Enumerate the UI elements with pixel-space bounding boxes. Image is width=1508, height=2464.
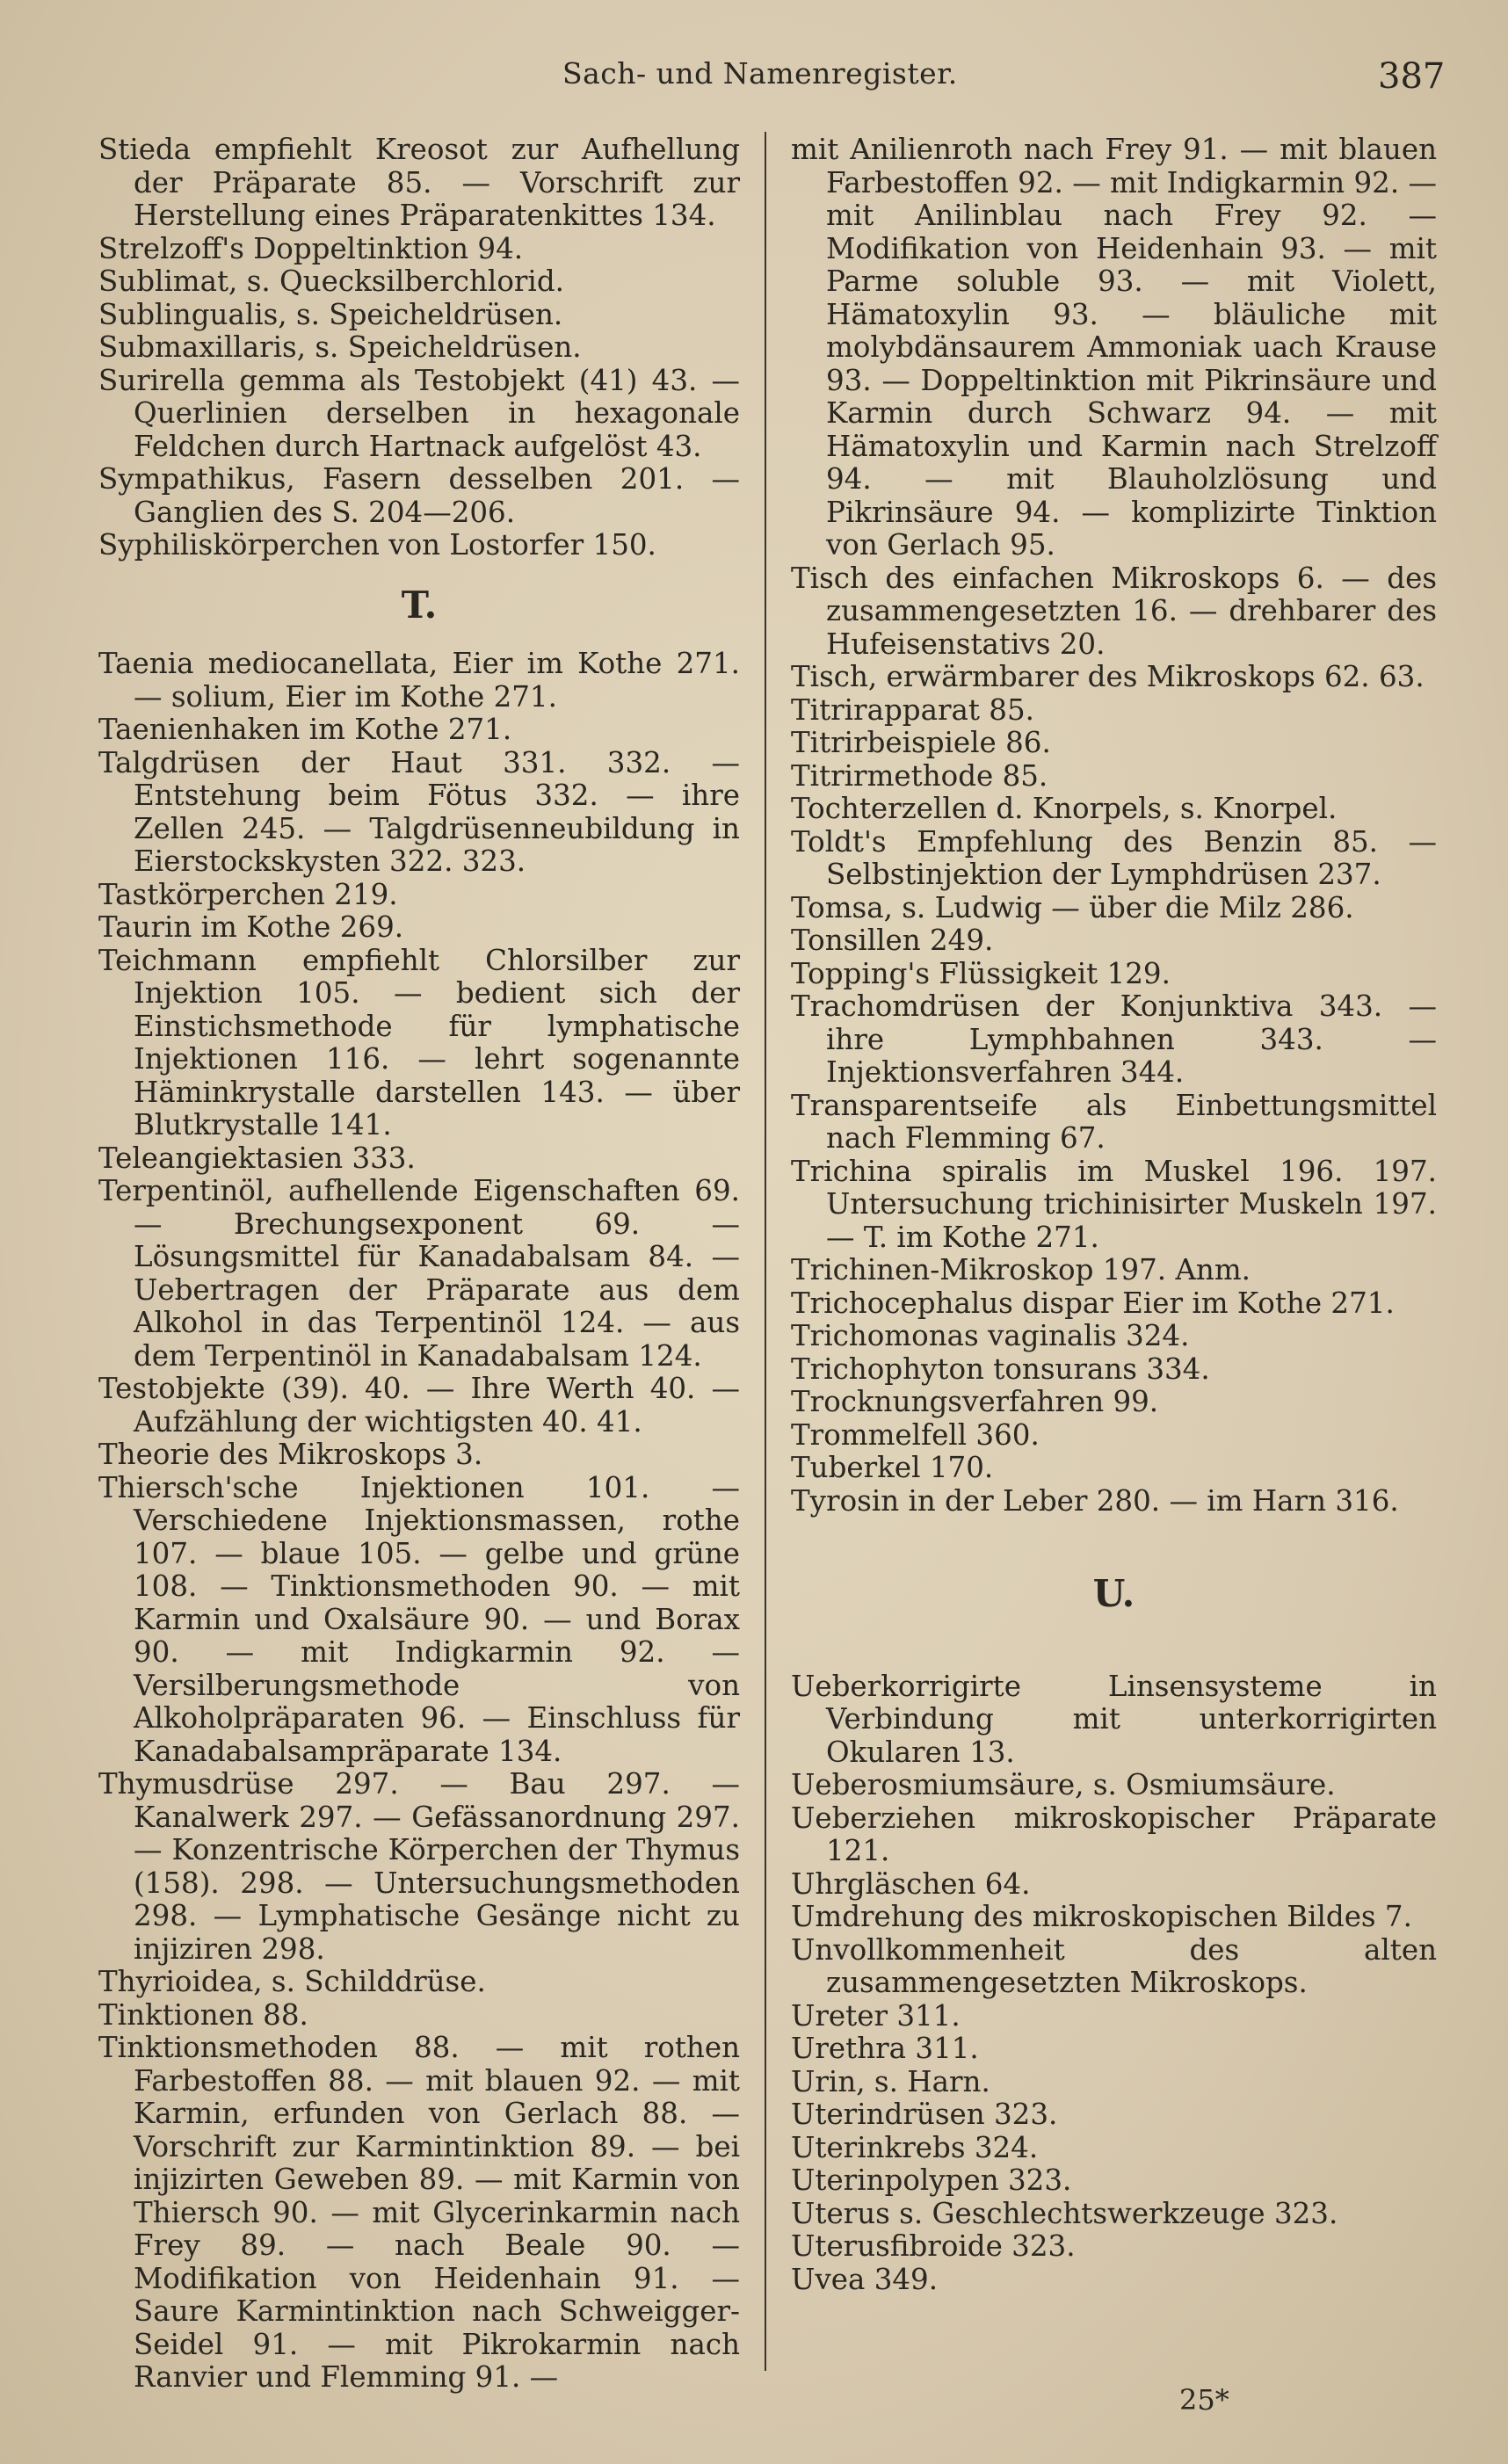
index-entry: Topping's Flüssigkeit 129. xyxy=(791,956,1171,990)
index-entry: Stieda empfiehlt Kreosot zur Aufhellung der Präparate 85. — Vorschrift zur Herstellung eines Präparatenkittes 134. xyxy=(98,133,740,232)
index-entry: Ueberosmiumsäure, s. Osmiumsäure. xyxy=(791,1768,1336,1801)
index-entry: Ureter 311. xyxy=(791,1998,961,2033)
index-entry: Toldt's Empfehlung des Benzin 85. — Selbstinjektion der Lymphdrüsen 237. xyxy=(791,824,1437,891)
index-entry: Trichina spiralis im Muskel 196. 197. Untersuchung trichinisirter Muskeln 197. — T. im Kothe 271. xyxy=(791,1154,1437,1254)
index-entry: Testobjekte (39). 40. — Ihre Werth 40. — Aufzählung der wichtigsten 40. 41. xyxy=(98,1372,740,1439)
index-entry: Uterindrüsen 323. xyxy=(791,2098,1058,2131)
index-entry: Surirella gemma als Testobjekt (41) 43. — Querlinien derselben in hexagonale Feldchen durch Hartnack aufgelöst 43. xyxy=(98,363,740,463)
section-heading-t: T. xyxy=(401,583,438,627)
index-entry: Talgdrüsen der Haut 331. 332. — Entstehung beim Fötus 332. — ihre Zellen 245. — Talgdrüsenneubildung in Eierstockskysten 322. 323. xyxy=(98,745,740,878)
index-entry: Strelzoff's Doppeltinktion 94. xyxy=(98,231,524,265)
index-entry: Titrirmethode 85. xyxy=(791,758,1048,793)
left-column xyxy=(98,134,740,2395)
index-entry: mit Anilienroth nach Frey 91. — mit blauen Farbestoffen 92. — mit Indigkarmin 92. — mit Anilinblau nach Frey 92. — Modifikation von Heidenhain 93. — mit Parme soluble 93. — mit Violett, Hämatoxylin 93. — bläuliche mit molybdänsaurem Ammoniak uach Krause 93. — Doppeltinktion mit Pikrinsäure und Karmin durch Schwarz 94. — mit Hämatoxylin und Karmin nach Strelzoff 94. — mit Blauholzlösung und Pikrinsäure 94. — komplizirte Tinktion von Gerlach 95. xyxy=(791,133,1438,562)
index-entry: Tyrosin in der Leber 280. — im Harn 316. xyxy=(791,1483,1399,1518)
index-entry: Theorie des Mikroskops 3. xyxy=(98,1438,483,1471)
index-entry: Tonsillen 249. xyxy=(791,924,994,957)
index-entry: Trocknungsverfahren 99. xyxy=(791,1385,1159,1418)
index-entry: Uterus s. Geschlechtswerkzeuge 323. xyxy=(791,2196,1338,2230)
index-entry: Umdrehung des mikroskopischen Bildes 7. xyxy=(791,1900,1412,1933)
index-entry: Titrirbeispiele 86. xyxy=(791,726,1051,759)
index-entry: Unvollkommenheit des alten zusammengesetzten Mikroskops. xyxy=(791,1932,1437,1999)
index-entry: Sublimat, s. Quecksilberchlorid. xyxy=(98,265,564,298)
index-entry: Titrirapparat 85. xyxy=(791,692,1034,727)
index-entry: Tisch des einfachen Mikroskops 6. — des zusammengesetzten 16. — drehbarer des Hufeisenstativs 20. xyxy=(791,561,1437,661)
section-heading-u: U. xyxy=(1092,1572,1135,1615)
index-entry: Trichophyton tonsurans 334. xyxy=(791,1352,1210,1386)
running-title: Sach- und Namenregister. xyxy=(562,56,958,91)
index-entry: Trichocephalus dispar Eier im Kothe 271. xyxy=(791,1286,1395,1320)
index-entry: Uterinkrebs 324. xyxy=(791,2130,1039,2164)
index-entry: Ueberkorrigirte Linsensysteme in Verbindung mit unterkorrigirten Okularen 13. xyxy=(791,1669,1437,1769)
index-entry: Thyrioidea, s. Schilddrüse. xyxy=(98,1965,486,1998)
index-entry: Uterinpolypen 323. xyxy=(791,2163,1072,2197)
index-entry: Teichmann empfiehlt Chlorsilber zur Injektion 105. — bedient sich der Einstichsmethode für lymphatische Injektionen 116. — lehrt sogenannte Häminkrystalle darstellen 143. — über Blutkrystalle 141. xyxy=(98,943,740,1141)
index-entry: Trichinen-Mikroskop 197. Anm. xyxy=(791,1253,1251,1286)
page-number: 387 xyxy=(1378,56,1446,97)
index-entry: Tinktionsmethoden 88. — mit rothen Farbestoffen 88. — mit blauen 92. — mit Karmin, erfunden von Gerlach 88. — Vorschrift zur Karmintinktion 89. — bei injizirten Geweben 89. — mit Karmin von Thiersch 90. — mit Glycerinkarmin nach Frey 89. — nach Beale 90. — Modifikation von Heidenhain 91. — Saure Karmintinktion nach Schweigger-Seidel 91. — mit Pikrokarmin nach Ranvier und Flemming 91. — xyxy=(98,2031,740,2394)
index-entry: Tomsa, s. Ludwig — über die Milz 286. xyxy=(791,890,1354,924)
page-header xyxy=(0,56,1508,109)
index-entry: Urethra 311. xyxy=(791,2032,979,2065)
index-entry: Teleangiektasien 333. xyxy=(98,1141,416,1175)
index-entry: Tastkörperchen 219. xyxy=(98,877,398,911)
index-entry: Syphiliskörperchen von Lostorfer 150. xyxy=(98,528,656,562)
index-entry: Ueberziehen mikroskopischer Präparate 121. xyxy=(791,1801,1437,1867)
index-entry: Sympathikus, Fasern desselben 201. — Ganglien des S. 204—206. xyxy=(98,462,740,529)
index-entry: Transparentseife als Einbettungsmittel nach Flemming 67. xyxy=(791,1088,1437,1155)
index-entry: Trachomdrüsen der Konjunktiva 343. — ihre Lymphbahnen 343. — Injektionsverfahren 344. xyxy=(791,989,1437,1089)
signature-mark: 25* xyxy=(1179,2383,1229,2417)
index-entry: Uvea 349. xyxy=(791,2262,939,2296)
index-entry: Thiersch'sche Injektionen 101. — Verschiedene Injektionsmassen, rothe 107. — blaue 105. — gelbe und grüne 108. — Tinktionsmethoden 90. — mit Karmin und Oxalsäure 90. — und Borax 90. — mit Indigkarmin 92. — Versilberungsmethode von Alkoholpräparaten 96. — Einschluss für Kanadabalsampräparate 134. xyxy=(98,1470,740,1768)
index-entry: Tochterzellen d. Knorpels, s. Knorpel. xyxy=(791,792,1338,825)
index-entry: Tinktionen 88. xyxy=(98,1997,308,2032)
index-entry: Trommelfell 360. xyxy=(791,1417,1040,1452)
index-entry: Uterusfibroide 323. xyxy=(791,2229,1076,2263)
right-column xyxy=(791,134,1437,2296)
index-entry: Sublingualis, s. Speicheldrüsen. xyxy=(98,297,563,331)
index-entry: Terpentinöl, aufhellende Eigenschaften 69. — Brechungsexponent 69. — Lösungsmittel für Kanadabalsam 84. — Uebertragen der Präparate aus dem Alkohol in das Terpentinöl 124. — aus dem Terpentinöl in Kanadabalsam 124. xyxy=(98,1174,740,1373)
index-entry: Submaxillaris, s. Speicheldrüsen. xyxy=(98,330,582,364)
column-divider xyxy=(765,132,766,2371)
index-entry: Taurin im Kothe 269. xyxy=(98,910,404,944)
index-entry: Taenia mediocanellata, Eier im Kothe 271. — solium, Eier im Kothe 271. xyxy=(98,647,740,714)
index-entry: Thymusdrüse 297. — Bau 297. — Kanalwerk 297. — Gefässanordnung 297. — Konzentrische Körperchen der Thymus (158). 298. — Untersuchungsmethoden 298. — Lymphatische Gesänge nicht zu injiziren 298. xyxy=(98,1767,740,1966)
index-entry: Tisch, erwärmbarer des Mikroskops 62. 63. xyxy=(791,660,1425,693)
index-entry: Taenienhaken im Kothe 271. xyxy=(98,713,512,746)
index-entry: Tuberkel 170. xyxy=(791,1451,994,1484)
index-entry: Urin, s. Harn. xyxy=(791,2064,990,2098)
index-entry: Trichomonas vaginalis 324. xyxy=(791,1319,1190,1352)
index-entry: Uhrgläschen 64. xyxy=(791,1866,1031,1901)
